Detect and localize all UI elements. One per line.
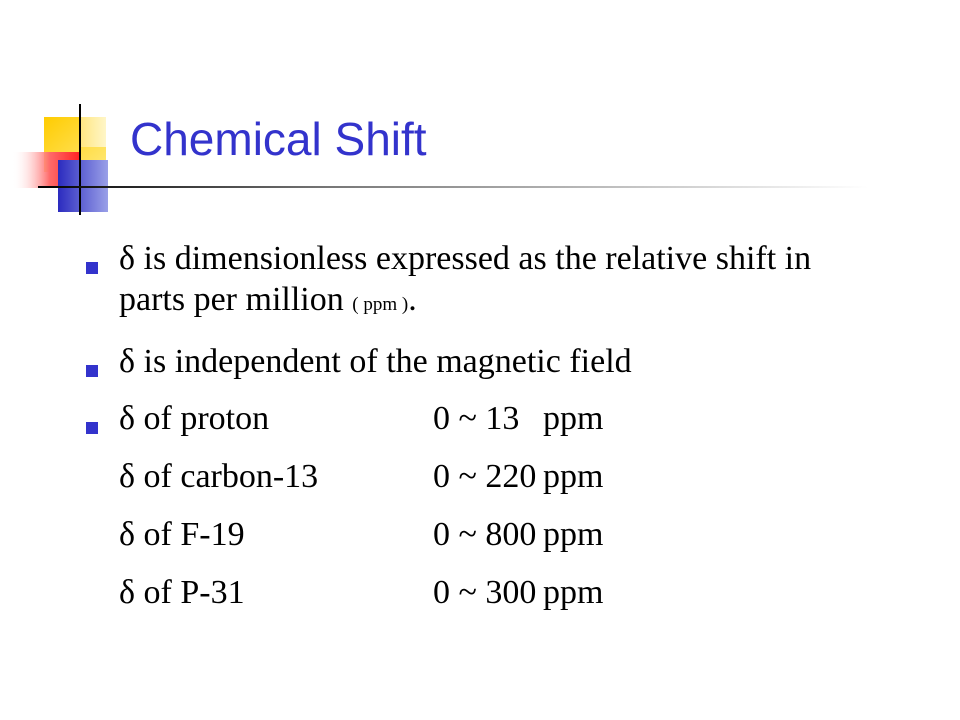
delta-symbol: δ <box>119 574 136 611</box>
range-value: 0 ~ 800 <box>433 516 537 553</box>
bullet-dimensionless <box>85 238 885 325</box>
range-unit: ppm <box>543 400 604 437</box>
range-unit: ppm <box>543 458 604 495</box>
range-unit: ppm <box>543 516 604 553</box>
square-bullet-icon <box>86 422 98 434</box>
bullet-text: is independent of the magnetic field <box>135 343 632 380</box>
yellow-square-light <box>80 117 106 147</box>
range-row-carbon <box>85 456 885 497</box>
range-value: 0 ~ 220 <box>433 458 537 495</box>
range-name: δ of carbon-13 <box>119 458 319 495</box>
range-row-proton <box>85 398 885 439</box>
bullet-tail: . <box>408 281 417 318</box>
ppm-note: ( ppm ) <box>352 294 409 315</box>
range-row-fluorine <box>85 514 885 555</box>
range-value: 0 ~ 13 <box>433 400 520 437</box>
range-value: 0 ~ 300 <box>433 574 537 611</box>
range-row-phosphorus <box>85 572 885 613</box>
range-name: δ of F-19 <box>119 516 245 553</box>
slide-title: Chemical Shift <box>130 113 427 165</box>
bullet-text: is dimensionless expressed as the relative shift in parts per million <box>119 240 812 318</box>
corner-decoration <box>0 0 140 230</box>
square-bullet-icon <box>86 365 98 377</box>
range-name: δ of P-31 <box>119 574 245 611</box>
range-name: δ of proton <box>119 400 270 437</box>
delta-symbol: δ <box>119 458 136 495</box>
square-bullet-icon <box>86 262 98 274</box>
bullet-list <box>85 238 885 613</box>
delta-symbol: δ <box>119 516 136 553</box>
bullet-independent <box>85 341 885 382</box>
delta-symbol: δ <box>119 240 136 277</box>
delta-symbol: δ <box>119 343 136 380</box>
title-underline <box>38 186 868 188</box>
range-unit: ppm <box>543 574 604 611</box>
delta-symbol: δ <box>119 400 136 437</box>
